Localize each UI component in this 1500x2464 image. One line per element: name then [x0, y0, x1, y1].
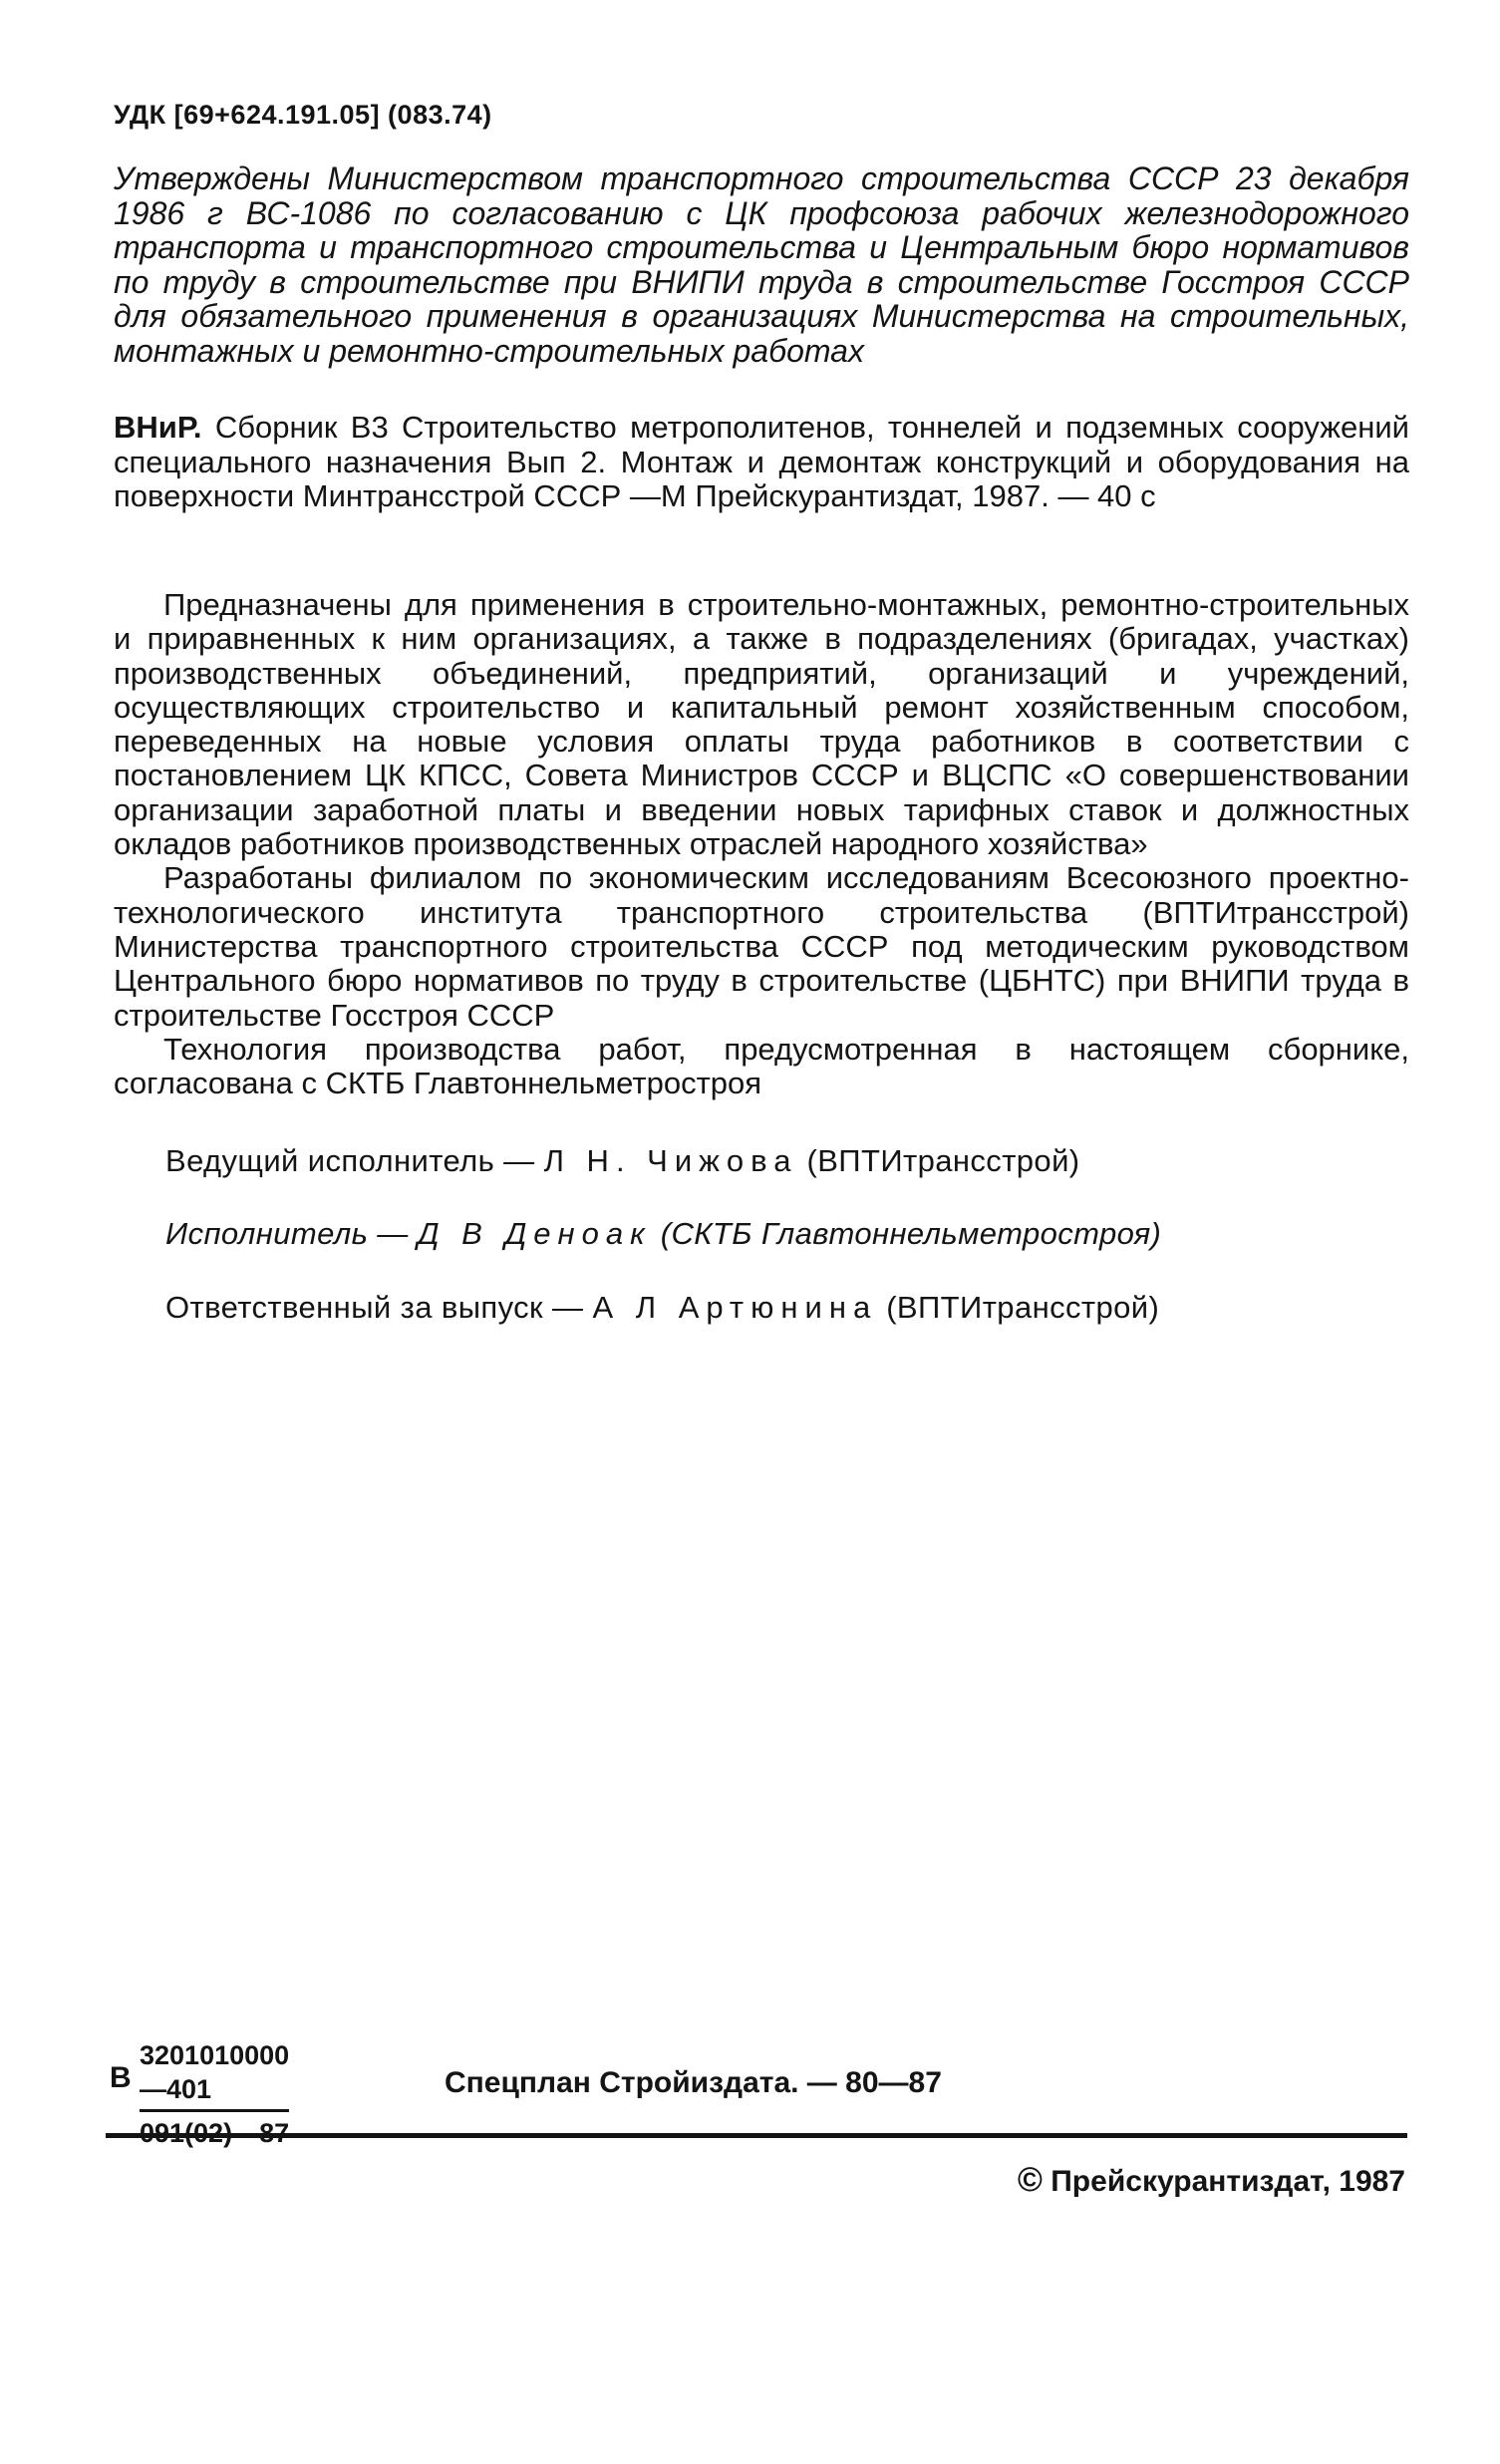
credit-responsible: [165, 1290, 1159, 1326]
code-denominator: [140, 2112, 289, 2150]
copyright-text: Прейскурантиздат, 1987: [1042, 2165, 1405, 2198]
credit-org: (ВПТИтрансстрой): [797, 1143, 1080, 1178]
copyright-icon: ©: [1017, 2161, 1043, 2199]
credit-name: А Л Артюнина: [592, 1290, 878, 1325]
bibliographic-record: [114, 411, 1409, 514]
annotation-text: [114, 588, 1409, 1100]
credit-role: Ведущий исполнитель —: [165, 1143, 544, 1178]
divider-line: [106, 2133, 1407, 2138]
credit-role: Исполнитель —: [165, 1216, 418, 1251]
bibliographic-lead: ВНиР.: [114, 410, 202, 445]
credit-lead-executor: [165, 1143, 1080, 1179]
paragraph-technology: Технология производства работ, предусмотренная в настоящем сборнике, согласована с СКТБ Главтоннельметростроя: [114, 1031, 1409, 1101]
paragraph-developed-by: Разработаны филиалом по экономическим исследованиям Всесоюзного проектно-технологического института транспортного строительства (ВПТИтрансстрой) Министерства транспортного строительства СССР под методическим руководством Центрального бюро нормативов по труду в строительстве (ЦБНТС) при ВНИПИ труда в строительстве Госстроя СССР: [114, 860, 1409, 1033]
credit-name: Д В Деноак: [417, 1216, 652, 1251]
bibliographic-text: Сборник В3 Строительство метрополитенов, тоннелей и подземных сооружений специального назначения Вып 2. Монтаж и демонтаж конструкций и оборудования на поверхности Минтрансстрой СССР —М Прейскурантиздат, 1987. — 40 с: [114, 410, 1409, 513]
credit-executor: [165, 1216, 1161, 1252]
copyright-line: [1018, 2161, 1405, 2200]
code-numerator: 3201010000—401: [140, 2038, 289, 2112]
udk-code: УДК [69+624.191.05] (083.74): [114, 100, 492, 130]
credit-name: Л Н. Чижова: [543, 1143, 798, 1178]
approval-statement: Утверждены Министерством транспортного строительства СССР 23 декабря 1986 г ВС-1086 по согласованию с ЦК профсоюза рабочих железнодорожного транспорта и транспортного строительства и Центральным бюро нормативов по труду в строительстве при ВНИПИ труда в строительстве Госстроя СССР для обязательного применения в организациях Министерства на строительных, монтажных и ремонтно-строительных работах: [114, 160, 1409, 369]
publisher-plan: Спецплан Стройиздата. — 80—87: [445, 2066, 942, 2099]
code-letter: В: [110, 2061, 132, 2094]
credit-org: (СКТБ Главтоннельметростроя): [651, 1216, 1162, 1251]
credit-role: Ответственный за выпуск —: [165, 1290, 593, 1325]
credit-org: (ВПТИтрансстрой): [877, 1290, 1160, 1325]
paragraph-purpose: Предназначены для применения в строительно-монтажных, ремонтно-строительных и приравненных к ним организациях, а также в подразделениях (бригадах, участках) производственных объединений, предприятий, организаций и учреждений, осуществляющих строительство и капитальный ремонт хозяйственным способом, переведенных на новые условия оплаты труда работников в соответствии с постановлением ЦК КПСС, Совета Министров СССР и ВЦСПС «О совершенствовании организации заработной платы и введении новых тарифных ставок и должностных окладов работников производственных отраслей народного хозяйства»: [114, 587, 1409, 862]
